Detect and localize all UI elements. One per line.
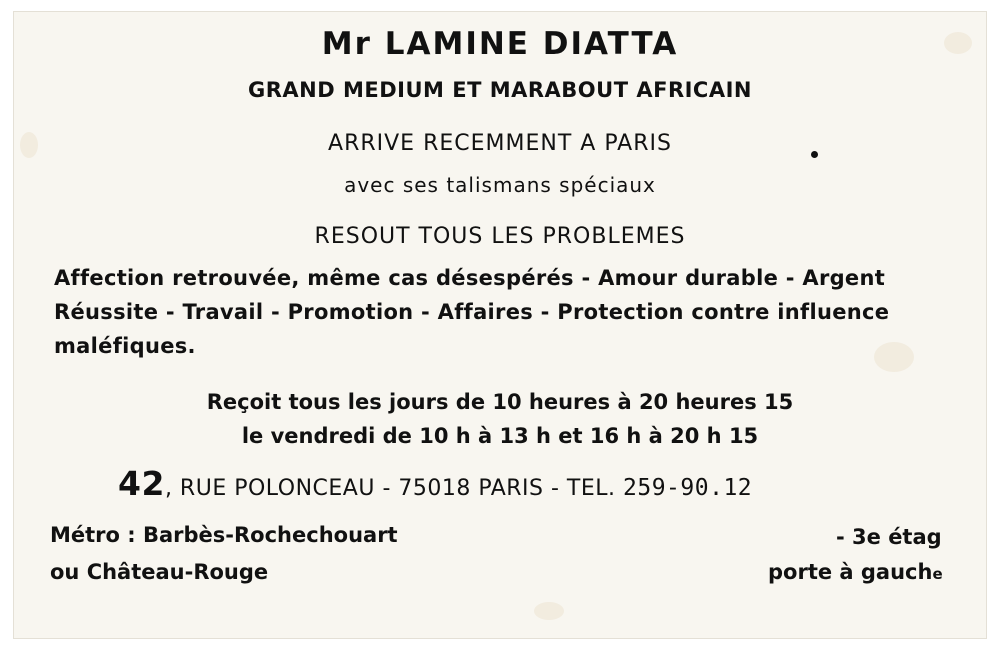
street-and-city: , RUE POLONCEAU - 75018 PARIS - TEL. [164,476,616,501]
solves-heading: RESOUT TOUS LES PROBLEMES [314,224,686,249]
door-text: porte à gauch [768,560,933,584]
business-card [14,12,986,638]
card-title [14,26,986,62]
phone-number: 259-90.12 [623,475,753,501]
hours-line-2: le vendredi de 10 h à 13 h et 16 h à 20 h 15 [241,424,759,448]
title-name: LAMINE DIATTA [384,26,679,62]
paper-stain [534,602,564,620]
card-subtitle: GRAND MEDIUM ET MARABOUT AFRICAIN [248,78,752,102]
door-info [768,562,943,583]
problems-line-3: maléfiques. [54,334,196,358]
arrival-line: ARRIVE RECEMMENT A PARIS [328,131,672,156]
title-prefix: Mr [321,26,372,62]
door-last-letter: e [932,565,943,583]
problems-line-1: Affection retrouvée, même cas désespérés - Amour durable - Argent [54,266,886,290]
talismans-line: avec ses talismans spéciaux [344,173,656,197]
metro-line-1: Métro : Barbès-Rochechouart [50,523,398,547]
paper-stain [874,342,914,372]
address-line [118,464,753,503]
problems-line-2: Réussite - Travail - Promotion - Affaires - Protection contre influence [54,300,890,324]
ink-dot [811,151,818,158]
floor-info: - 3e étag [836,525,942,549]
hours-line-1: Reçoit tous les jours de 10 heures à 20 heures 15 [206,390,794,414]
metro-line-2: ou Château-Rouge [50,560,269,584]
street-number: 42 [118,464,165,503]
